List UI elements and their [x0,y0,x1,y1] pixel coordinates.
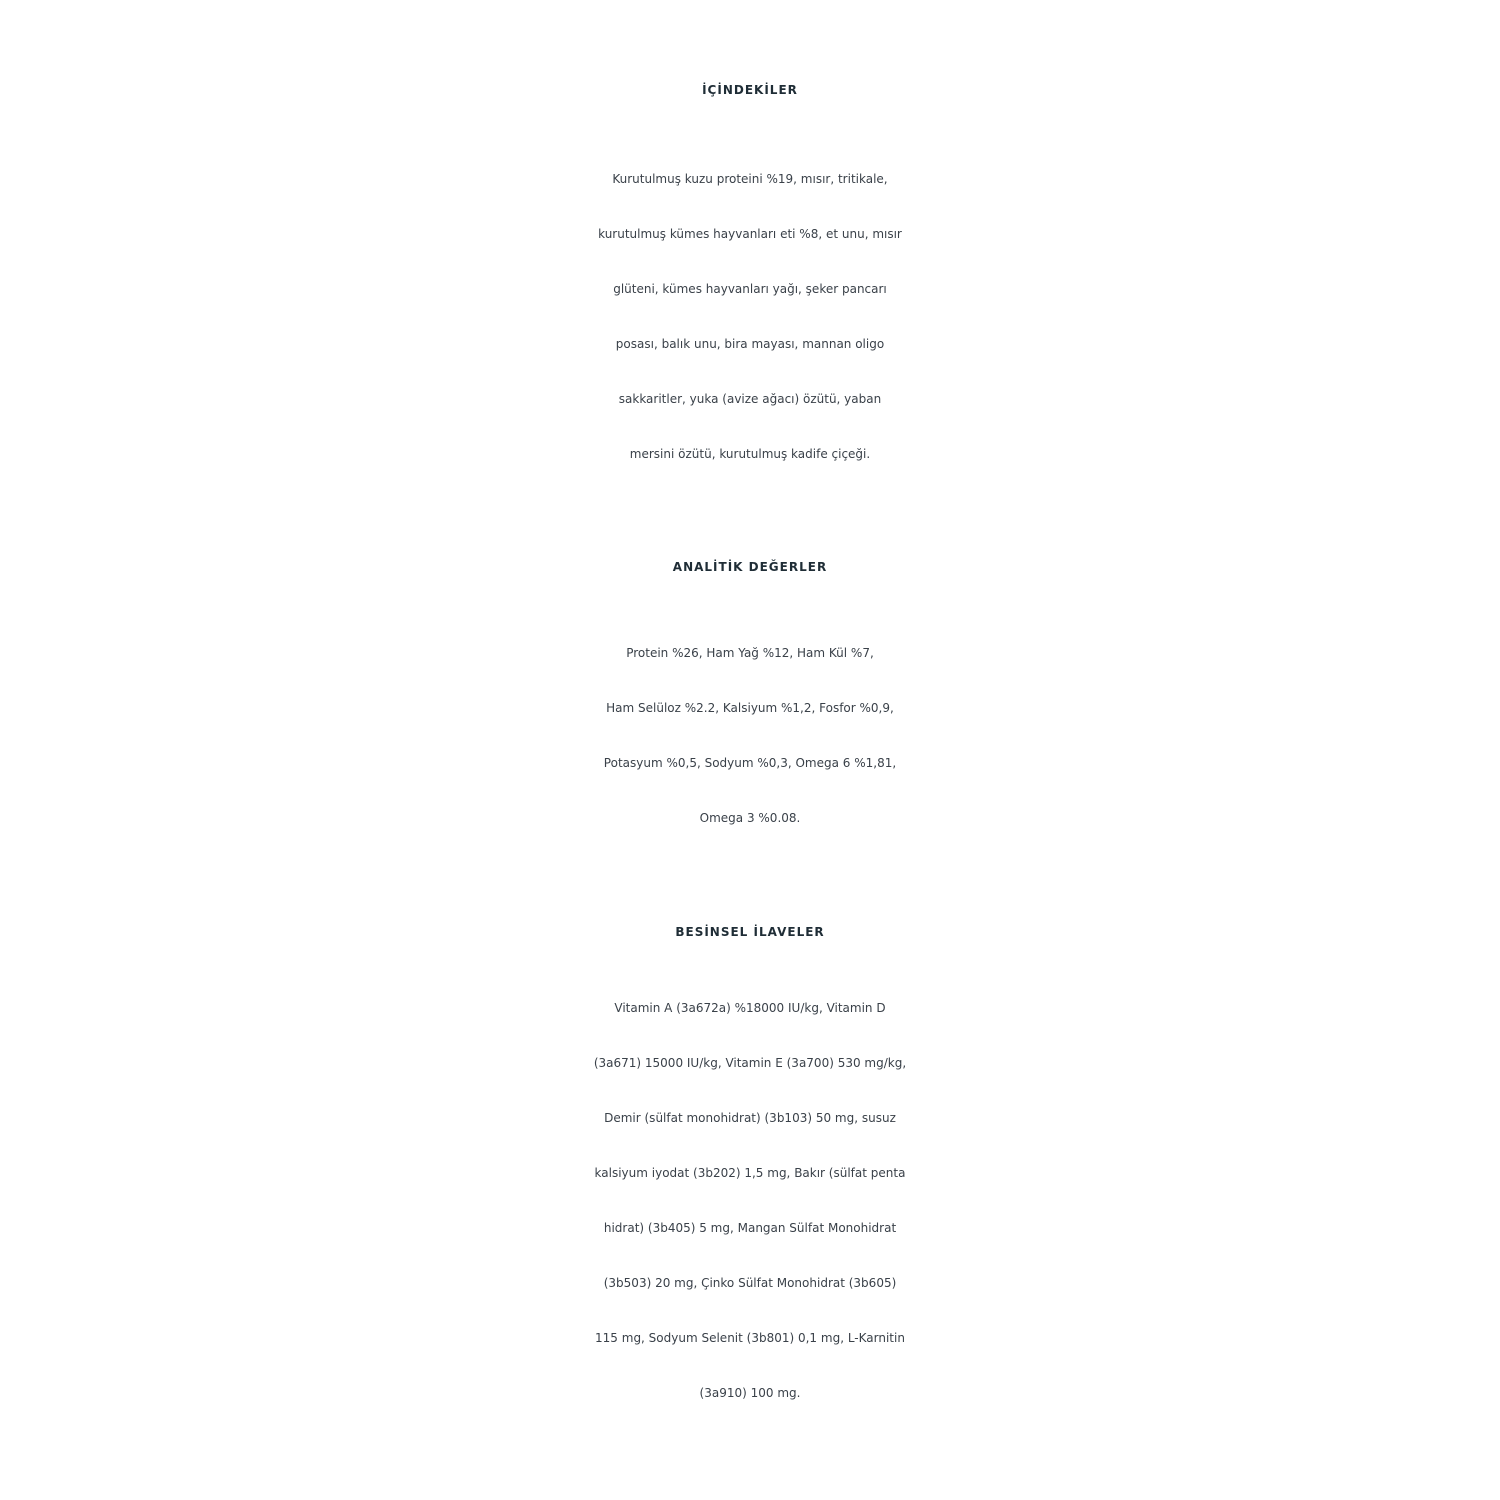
ingredients-line: Kurutulmuş kuzu proteini %19, mısır, tritikale, [612,172,888,186]
nutritional-additives-line: hidrat) (3b405) 5 mg, Mangan Sülfat Monohidrat [603,1221,897,1235]
nutritional-additives-line: (3a910) 100 mg. [699,1386,801,1400]
analytic-values-line: Omega 3 %0.08. [699,811,801,825]
nutritional-additives-heading: BESİNSEL İLAVELER [675,925,825,939]
analytic-values-line: Ham Selüloz %2.2, Kalsiyum %1,2, Fosfor %0,9, [606,701,894,715]
nutritional-additives-line: 115 mg, Sodyum Selenit (3b801) 0,1 mg, L-Karnitin [595,1331,905,1345]
ingredients-line: glüteni, kümes hayvanları yağı, şeker pancarı [613,282,887,296]
ingredients-line: sakkaritler, yuka (avize ağacı) özütü, yaban [618,392,882,406]
ingredients-line: posası, balık unu, bira mayası, mannan oligo [615,337,885,351]
nutritional-additives-line: (3b503) 20 mg, Çinko Sülfat Monohidrat (3b605) [603,1276,897,1290]
ingredients-section [0,40,1500,482]
ingredients-heading: İÇİNDEKİLER [702,83,798,97]
nutritional-additives-line: (3a671) 15000 IU/kg, Vitamin E (3a700) 530 mg/kg, [593,1056,907,1070]
analytic-values-heading: ANALİTİK DEĞERLER [672,560,828,574]
analytic-values-line: Potasyum %0,5, Sodyum %0,3, Omega 6 %1,81, [603,756,897,770]
nutritional-additives-line: Vitamin A (3a672a) %18000 IU/kg, Vitamin D [614,1001,886,1015]
analytic-values-section [0,525,1500,846]
nutritional-additives-line: kalsiyum iyodat (3b202) 1,5 mg, Bakır (sülfat penta [594,1166,906,1180]
ingredients-line: mersini özütü, kurutulmuş kadife çiçeği. [629,447,871,461]
nutritional-additives-line: Demir (sülfat monohidrat) (3b103) 50 mg, susuz [604,1111,896,1125]
analytic-values-line: Protein %26, Ham Yağ %12, Ham Kül %7, [626,646,874,660]
nutritional-additives-section [0,890,1500,1421]
ingredients-line: kurutulmuş kümes hayvanları eti %8, et unu, mısır [598,227,902,241]
